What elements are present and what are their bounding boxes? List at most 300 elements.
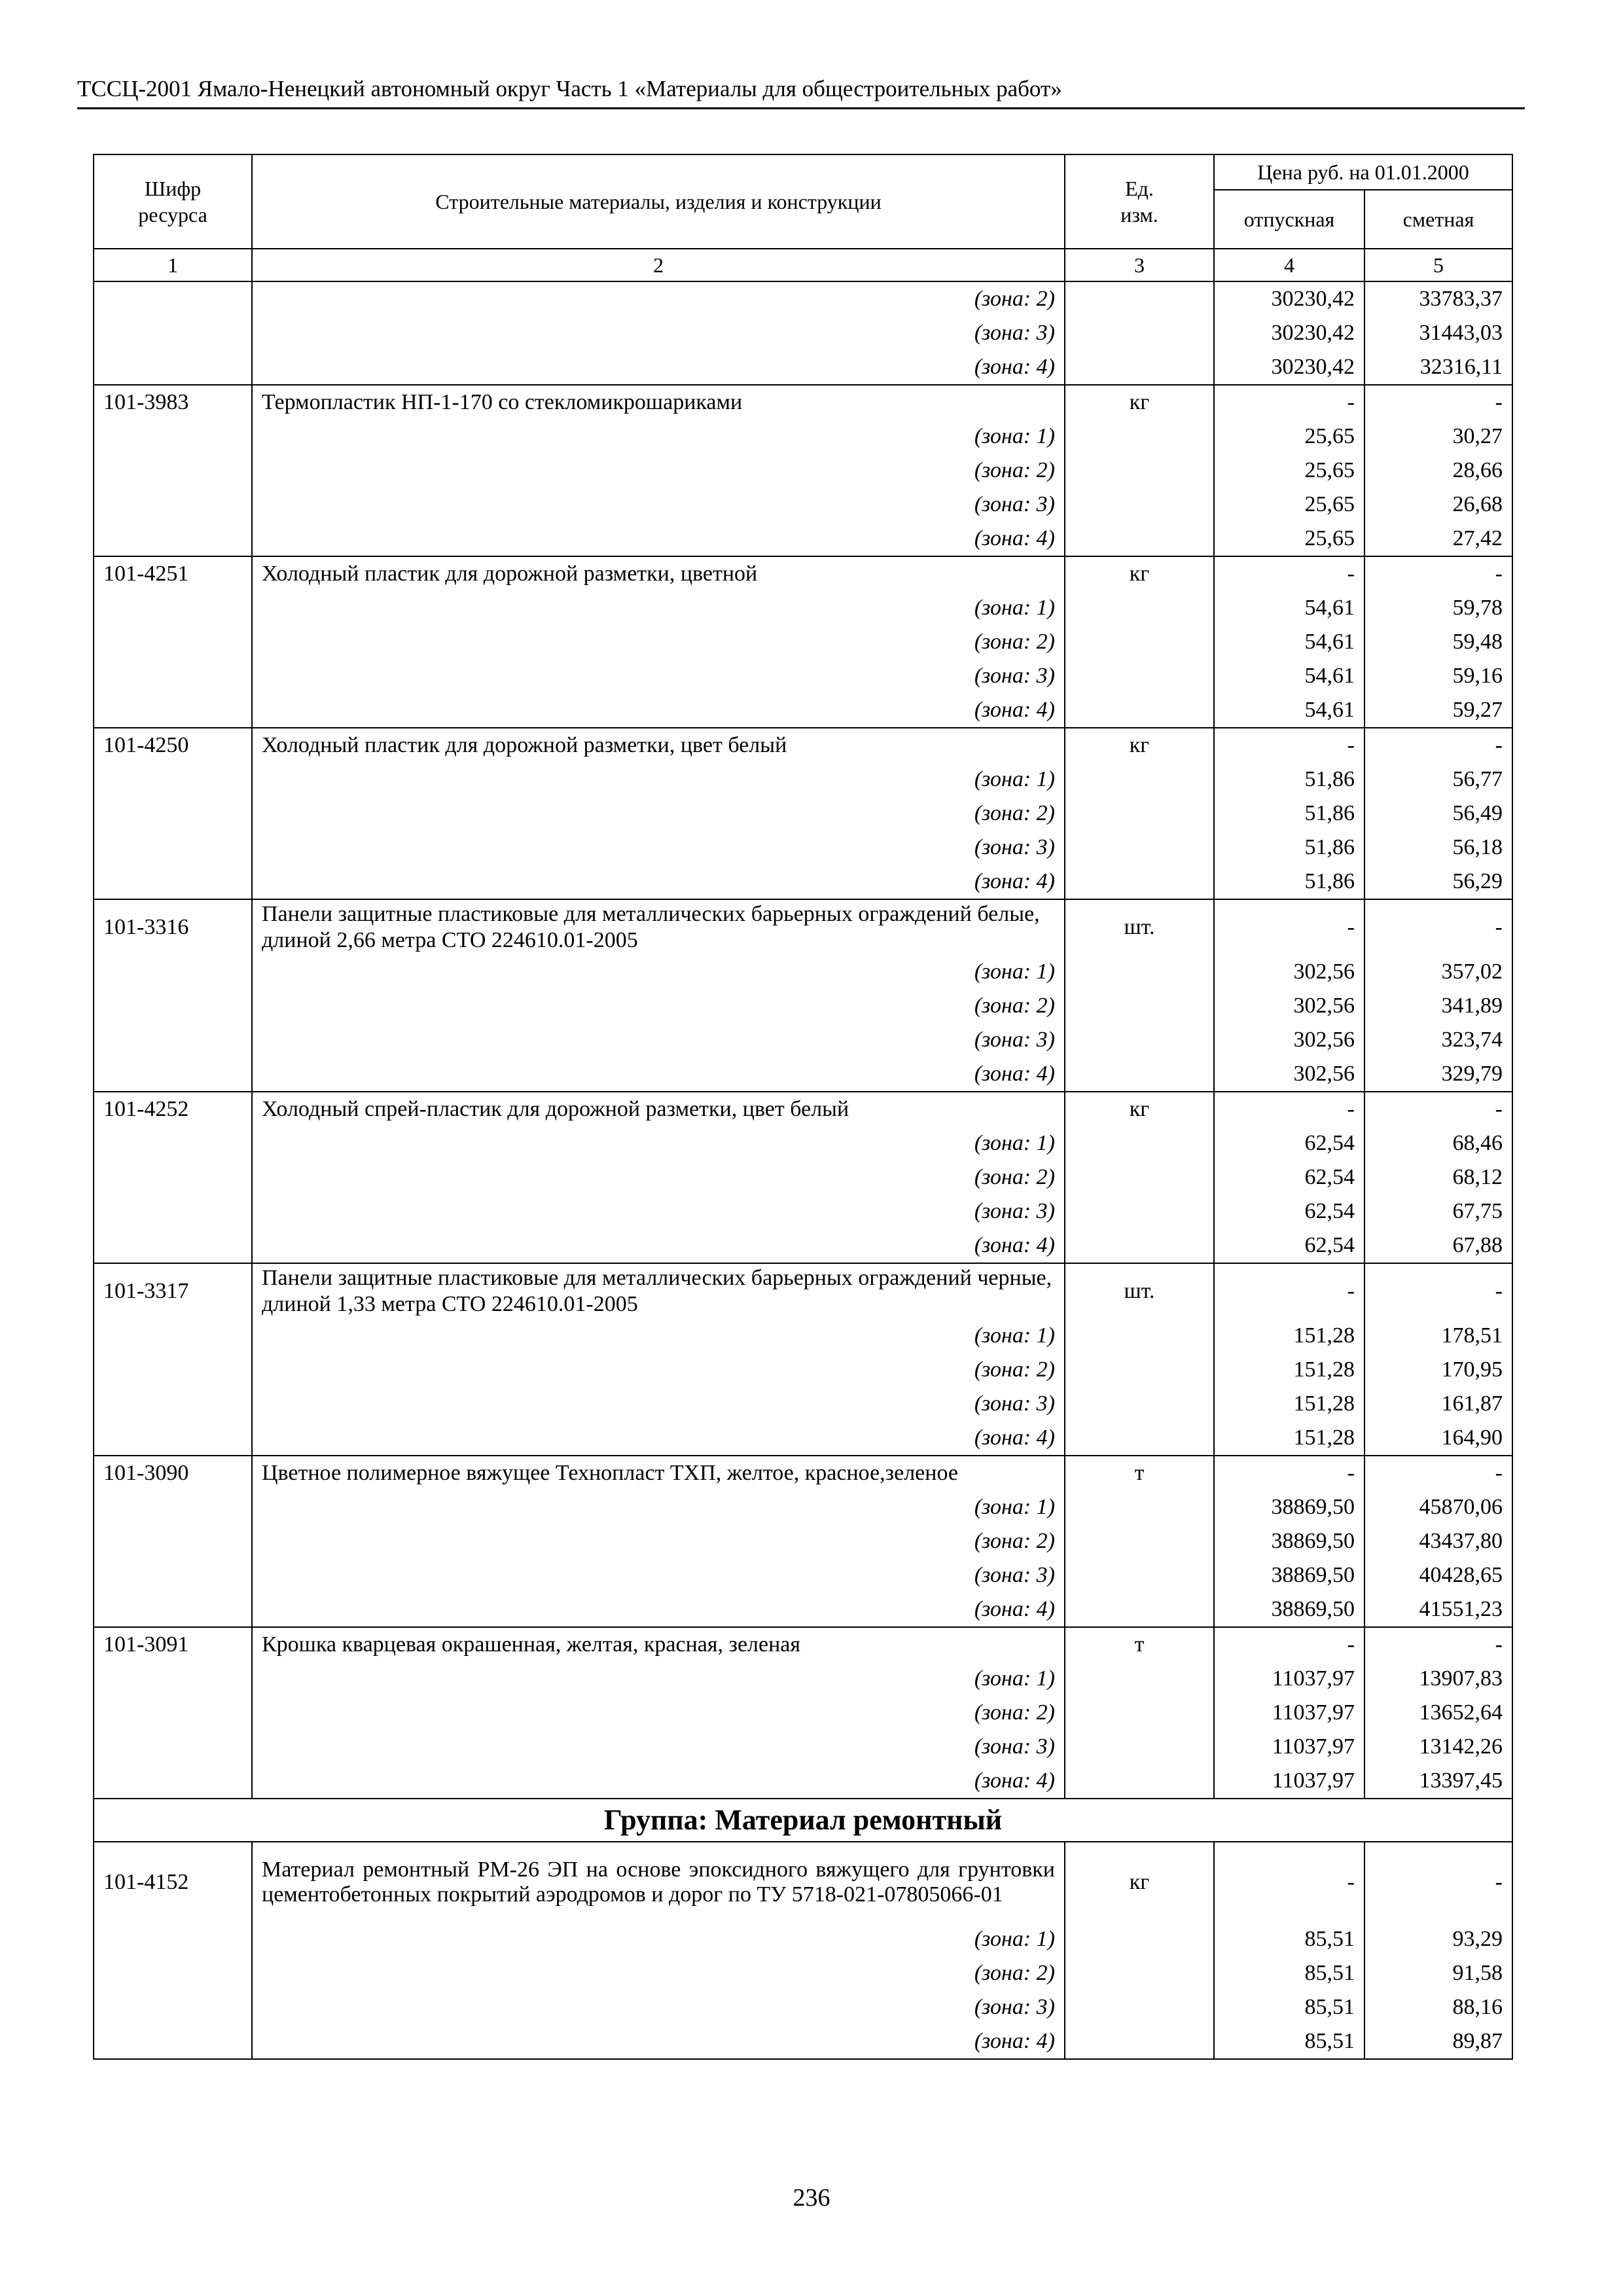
unit-cell: [1065, 281, 1214, 316]
zone-label: (зона: 1): [252, 1490, 1065, 1524]
resource-code: 101-3091: [94, 1627, 252, 1662]
code-cell: [94, 454, 252, 488]
release-price: -: [1214, 1092, 1364, 1126]
code-cell: [94, 1490, 252, 1524]
estimate-price: -: [1364, 899, 1512, 955]
column-number: 2: [252, 249, 1065, 281]
estimate-price: 59,48: [1364, 625, 1512, 659]
column-number: 1: [94, 249, 252, 281]
estimate-price: 59,27: [1364, 693, 1512, 728]
resource-code: 101-4152: [94, 1842, 252, 1922]
release-price: 38869,50: [1214, 1558, 1364, 1592]
zone-label: (зона: 2): [252, 797, 1065, 831]
release-price: 38869,50: [1214, 1524, 1364, 1558]
unit-cell: [1065, 1764, 1214, 1799]
estimate-price: 56,29: [1364, 865, 1512, 899]
code-cell: [94, 1524, 252, 1558]
release-price: 51,86: [1214, 762, 1364, 797]
code-cell: [94, 1023, 252, 1057]
unit-cell: [1065, 659, 1214, 693]
code-cell: [94, 1764, 252, 1799]
zone-label: (зона: 1): [252, 420, 1065, 454]
zone-label: (зона: 4): [252, 865, 1065, 899]
release-price: 302,56: [1214, 1023, 1364, 1057]
estimate-price: 68,46: [1364, 1126, 1512, 1160]
code-cell: [94, 1730, 252, 1764]
zone-label: (зона: 3): [252, 1387, 1065, 1421]
release-price: 25,65: [1214, 454, 1364, 488]
unit-cell: [1065, 488, 1214, 522]
code-cell: [94, 659, 252, 693]
estimate-price: -: [1364, 556, 1512, 591]
column-number-row: [94, 249, 1512, 281]
unit-cell: [1065, 316, 1214, 350]
release-price: -: [1214, 1842, 1364, 1922]
zone-label: (зона: 1): [252, 762, 1065, 797]
release-price: 85,51: [1214, 1990, 1364, 2024]
release-price: 38869,50: [1214, 1592, 1364, 1627]
zone-row: [94, 1524, 1512, 1558]
zone-label: (зона: 4): [252, 522, 1065, 556]
code-cell: [94, 865, 252, 899]
release-price: 30230,42: [1214, 350, 1364, 385]
unit-cell: [1065, 1592, 1214, 1627]
material-name: Цветное полимерное вяжущее Технопласт ТХП, желтое, красное,зеленое: [252, 1456, 1065, 1490]
release-price: 30230,42: [1214, 316, 1364, 350]
zone-row: [94, 1592, 1512, 1627]
estimate-price: -: [1364, 728, 1512, 762]
unit-cell: [1065, 625, 1214, 659]
resource-code: 101-3090: [94, 1456, 252, 1490]
resource-code: 101-3316: [94, 899, 252, 955]
unit-cell: [1065, 1387, 1214, 1421]
estimate-price: 59,78: [1364, 591, 1512, 625]
unit-cell: [1065, 955, 1214, 989]
material-name: Панели защитные пластиковые для металлических барьерных ограждений белые, длиной 2,66 метра СТО 224610.01-2005: [252, 899, 1065, 955]
zone-row: [94, 1319, 1512, 1353]
release-price: -: [1214, 556, 1364, 591]
release-price: 25,65: [1214, 522, 1364, 556]
zone-label: (зона: 3): [252, 1558, 1065, 1592]
estimate-price: -: [1364, 1456, 1512, 1490]
item-row: [94, 1456, 1512, 1490]
zone-label: (зона: 1): [252, 955, 1065, 989]
release-price: -: [1214, 1627, 1364, 1662]
unit-cell: [1065, 591, 1214, 625]
release-price: 51,86: [1214, 797, 1364, 831]
zone-row: [94, 1662, 1512, 1696]
code-cell: [94, 281, 252, 316]
estimate-price: 323,74: [1364, 1023, 1512, 1057]
header-unit: Ед. изм.: [1065, 154, 1214, 249]
zone-label: (зона: 2): [252, 989, 1065, 1023]
estimate-price: -: [1364, 1263, 1512, 1319]
code-cell: [94, 522, 252, 556]
group-header-row: [94, 1799, 1512, 1842]
release-price: 302,56: [1214, 1057, 1364, 1092]
zone-row: [94, 762, 1512, 797]
resource-code: 101-4252: [94, 1092, 252, 1126]
code-cell: [94, 2024, 252, 2059]
zone-row: [94, 522, 1512, 556]
zone-row: [94, 1229, 1512, 1263]
release-price: 151,28: [1214, 1421, 1364, 1456]
zone-label: (зона: 2): [252, 281, 1065, 316]
unit-cell: [1065, 1229, 1214, 1263]
unit-cell: [1065, 797, 1214, 831]
release-price: 302,56: [1214, 955, 1364, 989]
estimate-price: -: [1364, 1092, 1512, 1126]
unit-cell: [1065, 1023, 1214, 1057]
unit-cell: [1065, 1558, 1214, 1592]
release-price: 54,61: [1214, 693, 1364, 728]
zone-row: [94, 659, 1512, 693]
zone-row: [94, 797, 1512, 831]
zone-label: (зона: 3): [252, 831, 1065, 865]
zone-row: [94, 1558, 1512, 1592]
estimate-price: 26,68: [1364, 488, 1512, 522]
estimate-price: 93,29: [1364, 1922, 1512, 1956]
estimate-price: 56,49: [1364, 797, 1512, 831]
zone-row: [94, 1730, 1512, 1764]
unit-of-measure: кг: [1065, 385, 1214, 420]
zone-label: (зона: 2): [252, 1353, 1065, 1387]
unit-cell: [1065, 1160, 1214, 1194]
zone-row: [94, 989, 1512, 1023]
estimate-price: 33783,37: [1364, 281, 1512, 316]
zone-label: (зона: 1): [252, 1662, 1065, 1696]
zone-row: [94, 1023, 1512, 1057]
release-price: 11037,97: [1214, 1696, 1364, 1730]
code-cell: [94, 693, 252, 728]
zone-row: [94, 1126, 1512, 1160]
zone-row: [94, 1387, 1512, 1421]
zone-row: [94, 955, 1512, 989]
column-number: 3: [1065, 249, 1214, 281]
estimate-price: 32316,11: [1364, 350, 1512, 385]
release-price: 151,28: [1214, 1387, 1364, 1421]
zone-row: [94, 865, 1512, 899]
release-price: 85,51: [1214, 2024, 1364, 2059]
estimate-price: 13397,45: [1364, 1764, 1512, 1799]
estimate-price: 56,18: [1364, 831, 1512, 865]
item-row: [94, 1263, 1512, 1319]
item-row: [94, 728, 1512, 762]
zone-row: [94, 1057, 1512, 1092]
release-price: -: [1214, 385, 1364, 420]
estimate-price: 67,75: [1364, 1194, 1512, 1229]
zone-row: [94, 2024, 1512, 2059]
code-cell: [94, 762, 252, 797]
zone-row: [94, 316, 1512, 350]
zone-label: (зона: 1): [252, 1319, 1065, 1353]
item-row: [94, 1627, 1512, 1662]
zone-label: (зона: 4): [252, 693, 1065, 728]
release-price: 11037,97: [1214, 1764, 1364, 1799]
estimate-price: -: [1364, 385, 1512, 420]
code-cell: [94, 1592, 252, 1627]
estimate-price: 89,87: [1364, 2024, 1512, 2059]
unit-cell: [1065, 454, 1214, 488]
unit-cell: [1065, 831, 1214, 865]
release-price: -: [1214, 1456, 1364, 1490]
code-cell: [94, 1956, 252, 1990]
zone-label: (зона: 2): [252, 454, 1065, 488]
unit-of-measure: т: [1065, 1456, 1214, 1490]
release-price: 54,61: [1214, 591, 1364, 625]
release-price: 11037,97: [1214, 1662, 1364, 1696]
code-cell: [94, 831, 252, 865]
zone-label: (зона: 4): [252, 350, 1065, 385]
code-cell: [94, 1990, 252, 2024]
release-price: -: [1214, 728, 1364, 762]
zone-label: (зона: 3): [252, 1990, 1065, 2024]
zone-row: [94, 454, 1512, 488]
release-price: 30230,42: [1214, 281, 1364, 316]
unit-cell: [1065, 762, 1214, 797]
release-price: 25,65: [1214, 488, 1364, 522]
code-cell: [94, 1558, 252, 1592]
estimate-price: 41551,23: [1364, 1592, 1512, 1627]
estimate-price: 67,88: [1364, 1229, 1512, 1263]
material-name: Холодный спрей-пластик для дорожной разметки, цвет белый: [252, 1092, 1065, 1126]
unit-cell: [1065, 1353, 1214, 1387]
resource-code: 101-3317: [94, 1263, 252, 1319]
page-header: ТССЦ-2001 Ямало-Ненецкий автономный округ Часть 1 «Материалы для общестроительных работ»: [77, 75, 1525, 109]
code-cell: [94, 1160, 252, 1194]
code-cell: [94, 316, 252, 350]
release-price: 151,28: [1214, 1319, 1364, 1353]
code-cell: [94, 1696, 252, 1730]
release-price: 11037,97: [1214, 1730, 1364, 1764]
unit-of-measure: т: [1065, 1627, 1214, 1662]
estimate-price: 13907,83: [1364, 1662, 1512, 1696]
release-price: 151,28: [1214, 1353, 1364, 1387]
resource-code: 101-4251: [94, 556, 252, 591]
zone-row: [94, 1490, 1512, 1524]
release-price: 62,54: [1214, 1194, 1364, 1229]
unit-cell: [1065, 1421, 1214, 1456]
estimate-price: 88,16: [1364, 1990, 1512, 2024]
zone-label: (зона: 2): [252, 625, 1065, 659]
code-cell: [94, 1229, 252, 1263]
unit-of-measure: кг: [1065, 556, 1214, 591]
estimate-price: 30,27: [1364, 420, 1512, 454]
release-price: 54,61: [1214, 659, 1364, 693]
zone-row: [94, 1353, 1512, 1387]
release-price: 25,65: [1214, 420, 1364, 454]
column-number: 4: [1214, 249, 1364, 281]
unit-cell: [1065, 865, 1214, 899]
price-table: [93, 154, 1513, 2060]
unit-cell: [1065, 1319, 1214, 1353]
code-cell: [94, 625, 252, 659]
release-price: 38869,50: [1214, 1490, 1364, 1524]
estimate-price: 28,66: [1364, 454, 1512, 488]
code-cell: [94, 989, 252, 1023]
estimate-price: 357,02: [1364, 955, 1512, 989]
code-cell: [94, 955, 252, 989]
zone-label: (зона: 2): [252, 1524, 1065, 1558]
header-release: отпускная: [1214, 190, 1364, 249]
zone-row: [94, 1160, 1512, 1194]
material-name: Термопластик НП-1-170 со стекломикрошариками: [252, 385, 1065, 420]
unit-of-measure: шт.: [1065, 1263, 1214, 1319]
zone-row: [94, 420, 1512, 454]
code-cell: [94, 1194, 252, 1229]
release-price: 54,61: [1214, 625, 1364, 659]
code-cell: [94, 1922, 252, 1956]
estimate-price: 31443,03: [1364, 316, 1512, 350]
estimate-price: 161,87: [1364, 1387, 1512, 1421]
item-row: [94, 1842, 1512, 1922]
code-cell: [94, 1057, 252, 1092]
estimate-price: -: [1364, 1627, 1512, 1662]
code-cell: [94, 1662, 252, 1696]
unit-of-measure: кг: [1065, 1842, 1214, 1922]
estimate-price: 43437,80: [1364, 1524, 1512, 1558]
unit-of-measure: шт.: [1065, 899, 1214, 955]
unit-cell: [1065, 1662, 1214, 1696]
release-price: 62,54: [1214, 1229, 1364, 1263]
header-price: Цена руб. на 01.01.2000: [1214, 154, 1512, 190]
material-name: Материал ремонтный РМ-26 ЭП на основе эпоксидного вяжущего для грунтовки цементобетонных покрытий аэродромов и дорог по ТУ 5718-021-07805066-01: [252, 1842, 1065, 1922]
zone-label: (зона: 2): [252, 1696, 1065, 1730]
resource-code: 101-3983: [94, 385, 252, 420]
estimate-price: 341,89: [1364, 989, 1512, 1023]
unit-cell: [1065, 1126, 1214, 1160]
material-name: Крошка кварцевая окрашенная, желтая, красная, зеленая: [252, 1627, 1065, 1662]
code-cell: [94, 591, 252, 625]
release-price: 51,86: [1214, 865, 1364, 899]
unit-cell: [1065, 1524, 1214, 1558]
code-cell: [94, 420, 252, 454]
item-row: [94, 1092, 1512, 1126]
estimate-price: 59,16: [1364, 659, 1512, 693]
item-row: [94, 556, 1512, 591]
estimate-price: 56,77: [1364, 762, 1512, 797]
zone-row: [94, 1764, 1512, 1799]
code-cell: [94, 1387, 252, 1421]
unit-cell: [1065, 522, 1214, 556]
zone-label: (зона: 1): [252, 591, 1065, 625]
zone-row: [94, 1956, 1512, 1990]
item-row: [94, 899, 1512, 955]
release-price: -: [1214, 899, 1364, 955]
zone-row: [94, 693, 1512, 728]
unit-cell: [1065, 989, 1214, 1023]
zone-label: (зона: 3): [252, 1023, 1065, 1057]
unit-cell: [1065, 1696, 1214, 1730]
zone-row: [94, 1922, 1512, 1956]
zone-label: (зона: 1): [252, 1922, 1065, 1956]
zone-row: [94, 831, 1512, 865]
estimate-price: 40428,65: [1364, 1558, 1512, 1592]
estimate-price: 91,58: [1364, 1956, 1512, 1990]
release-price: 302,56: [1214, 989, 1364, 1023]
release-price: 62,54: [1214, 1160, 1364, 1194]
code-cell: [94, 350, 252, 385]
zone-label: (зона: 3): [252, 488, 1065, 522]
unit-cell: [1065, 1922, 1214, 1956]
zone-label: (зона: 4): [252, 1421, 1065, 1456]
estimate-price: 13652,64: [1364, 1696, 1512, 1730]
release-price: 51,86: [1214, 831, 1364, 865]
unit-cell: [1065, 350, 1214, 385]
zone-row: [94, 488, 1512, 522]
zone-row: [94, 591, 1512, 625]
zone-label: (зона: 4): [252, 2024, 1065, 2059]
estimate-price: 45870,06: [1364, 1490, 1512, 1524]
unit-cell: [1065, 693, 1214, 728]
release-price: 85,51: [1214, 1956, 1364, 1990]
zone-row: [94, 1194, 1512, 1229]
group-title: Группа: Материал ремонтный: [94, 1799, 1512, 1842]
code-cell: [94, 797, 252, 831]
code-cell: [94, 1319, 252, 1353]
zone-label: (зона: 4): [252, 1764, 1065, 1799]
resource-code: 101-4250: [94, 728, 252, 762]
zone-label: (зона: 4): [252, 1229, 1065, 1263]
zone-row: [94, 1990, 1512, 2024]
zone-label: (зона: 3): [252, 659, 1065, 693]
zone-label: (зона: 2): [252, 1160, 1065, 1194]
header-estimate: сметная: [1364, 190, 1512, 249]
unit-cell: [1065, 420, 1214, 454]
unit-cell: [1065, 1194, 1214, 1229]
code-cell: [94, 1126, 252, 1160]
unit-cell: [1065, 1956, 1214, 1990]
code-cell: [94, 1353, 252, 1387]
release-price: -: [1214, 1263, 1364, 1319]
release-price: 85,51: [1214, 1922, 1364, 1956]
zone-label: (зона: 1): [252, 1126, 1065, 1160]
estimate-price: 13142,26: [1364, 1730, 1512, 1764]
column-number: 5: [1364, 249, 1512, 281]
release-price: 62,54: [1214, 1126, 1364, 1160]
unit-cell: [1065, 1490, 1214, 1524]
code-cell: [94, 1421, 252, 1456]
unit-of-measure: кг: [1065, 1092, 1214, 1126]
zone-label: (зона: 2): [252, 1956, 1065, 1990]
material-name: Холодный пластик для дорожной разметки, цветной: [252, 556, 1065, 591]
header-name: Строительные материалы, изделия и конструкции: [252, 154, 1065, 249]
zone-label: (зона: 3): [252, 1730, 1065, 1764]
code-cell: [94, 488, 252, 522]
unit-cell: [1065, 1990, 1214, 2024]
estimate-price: 178,51: [1364, 1319, 1512, 1353]
zone-row: [94, 350, 1512, 385]
material-name: Панели защитные пластиковые для металлических барьерных ограждений черные, длиной 1,33 метра СТО 224610.01-2005: [252, 1263, 1065, 1319]
item-row: [94, 385, 1512, 420]
header-code: Шифр ресурса: [94, 154, 252, 249]
estimate-price: -: [1364, 1842, 1512, 1922]
estimate-price: 329,79: [1364, 1057, 1512, 1092]
unit-cell: [1065, 2024, 1214, 2059]
zone-row: [94, 1421, 1512, 1456]
zone-row: [94, 281, 1512, 316]
unit-of-measure: кг: [1065, 728, 1214, 762]
page-number: 236: [793, 2184, 830, 2212]
zone-label: (зона: 4): [252, 1592, 1065, 1627]
unit-cell: [1065, 1057, 1214, 1092]
unit-cell: [1065, 1730, 1214, 1764]
zone-row: [94, 1696, 1512, 1730]
estimate-price: 27,42: [1364, 522, 1512, 556]
zone-row: [94, 625, 1512, 659]
zone-label: (зона: 3): [252, 316, 1065, 350]
estimate-price: 170,95: [1364, 1353, 1512, 1387]
